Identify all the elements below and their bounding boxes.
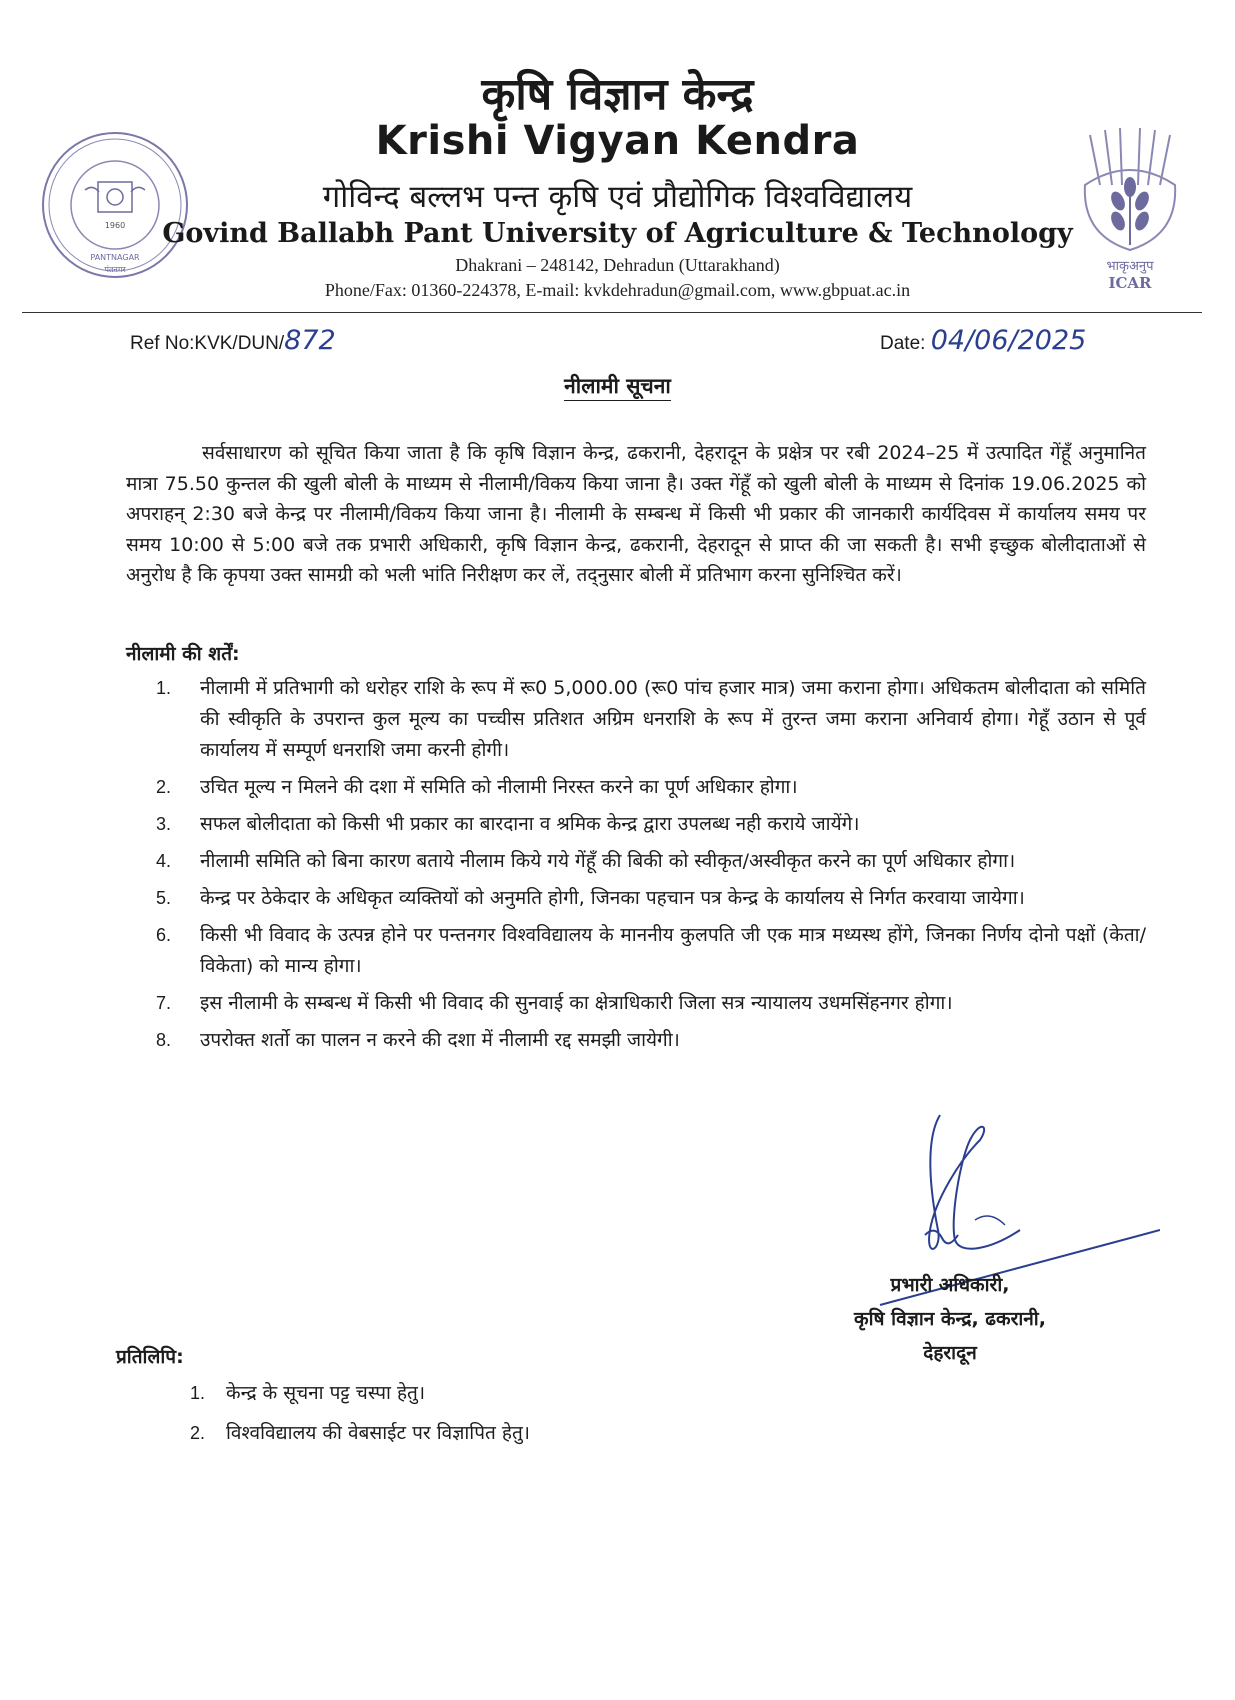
term-number: 4. bbox=[156, 851, 172, 871]
term-item bbox=[150, 809, 1146, 840]
term-item bbox=[150, 1025, 1146, 1056]
header-english-title: Krishi Vigyan Kendra bbox=[375, 118, 860, 164]
svg-text:भाकृअनुप: भाकृअनुप bbox=[1106, 259, 1154, 274]
notice-title-text: नीलामी सूचना bbox=[564, 374, 671, 401]
copy-to-heading: प्रतिलिपि: bbox=[116, 1346, 184, 1368]
reference-value: 872 bbox=[284, 325, 336, 356]
copy-to-text: विश्वविद्यालय की वेबसाईट पर विज्ञापित हेतु। bbox=[226, 1422, 531, 1444]
term-item bbox=[150, 673, 1146, 766]
header-hindi-title: कृषि विज्ञान केन्द्र bbox=[481, 69, 754, 120]
term-text: उचित मूल्य न मिलने की दशा में समिति को नीलामी निरस्त करने का पूर्ण अधिकार होगा। bbox=[200, 776, 798, 798]
term-number: 2. bbox=[156, 777, 172, 797]
notice-title bbox=[0, 372, 1235, 400]
signatory-title: प्रभारी अधिकारी, bbox=[890, 1274, 1010, 1296]
copy-to-item bbox=[190, 1416, 530, 1450]
date-label: Date: bbox=[880, 333, 931, 354]
copy-to-number: 1. bbox=[190, 1383, 206, 1403]
term-text: केन्द्र पर ठेकेदार के अधिकृत व्यक्तियों को अनुमति होगी, जिनका पहचान पत्र केन्द्र के कार्यालय से निर्गत करवाया जायेगा। bbox=[200, 887, 1025, 909]
copy-to-number: 2. bbox=[190, 1423, 206, 1443]
term-number: 3. bbox=[156, 814, 172, 834]
svg-text:PANTNAGAR: PANTNAGAR bbox=[90, 253, 140, 262]
header-english-university: Govind Ballabh Pant University of Agriculture & Technology bbox=[162, 218, 1073, 249]
svg-text:पंतनगर: पंतनगर bbox=[104, 265, 126, 274]
term-text: किसी भी विवाद के उत्पन्न होने पर पन्तनगर विश्वविद्यालय के माननीय कुलपति जी एक मात्र मध्यस्थ होंगे, जिनका निर्णय दोनो पक्षों (केता/विकेता) को मान्य होगा। bbox=[200, 924, 1146, 977]
terms-list bbox=[150, 673, 1146, 1062]
terms-heading: नीलामी की शर्तें: bbox=[126, 643, 240, 665]
copy-to-item bbox=[190, 1376, 530, 1410]
header-divider bbox=[22, 312, 1202, 313]
reference-number bbox=[130, 325, 336, 356]
notice-date bbox=[880, 325, 1086, 356]
term-text: इस नीलामी के सम्बन्ध में किसी भी विवाद की सुनवाई का क्षेत्राधिकारी जिला सत्र न्यायालय उधमसिंहनगर होगा। bbox=[200, 992, 953, 1014]
term-item bbox=[150, 988, 1146, 1019]
term-item bbox=[150, 883, 1146, 914]
signatory-office: कृषि विज्ञान केन्द्र, ढकरानी, bbox=[854, 1308, 1046, 1330]
header-address: Dhakrani – 248142, Dehradun (Uttarakhand) bbox=[455, 255, 780, 275]
header-contact: Phone/Fax: 01360-224378, E-mail: kvkdehradun@gmail.com, www.gbpuat.ac.in bbox=[324, 280, 911, 300]
notice-body: सर्वसाधारण को सूचित किया जाता है कि कृषि विज्ञान केन्द्र, ढकरानी, देहरादून के प्रक्षेत्र पर रबी 2024–25 में उत्पादित गेंहूँ अनुमानित मात्रा 75.50 कुन्तल की खुली बोली के माध्यम से नीलामी/विकय किया जाना है। उक्त गेंहूँ को खुली बोली के माध्यम से दिनांक 19.06.2025 को अपराहन् 2:30 बजे केन्द्र पर नीलामी/विकय किया जाना है। नीलामी के सम्बन्ध में किसी भी प्रकार की जानकारी कार्यदिवस में कार्यालय समय पर समय 10:00 से 5:00 बजे तक प्रभारी अधिकारी, कृषि विज्ञान केन्द्र, ढकरानी, देहरादून से प्राप्त की जा सकती है। सभी इच्छुक बोलीदाताओं से अनुरोध है कि कृपया उक्त सामग्री को भली भांति निरीक्षण कर लें, तद्नुसार बोली में प्रतिभाग करना सुनिश्चित करें। bbox=[126, 442, 1146, 586]
term-text: नीलामी समिति को बिना कारण बताये नीलाम किये गये गेंहूँ की बिकी को स्वीकृत/अस्वीकृत करने का पूर्ण अधिकार होगा। bbox=[200, 850, 1016, 872]
date-value: 04/06/2025 bbox=[930, 325, 1087, 356]
term-number: 7. bbox=[156, 993, 172, 1013]
copy-to-text: केन्द्र के सूचना पट्ट चस्पा हेतु। bbox=[226, 1382, 426, 1404]
term-text: नीलामी में प्रतिभागी को धरोहर राशि के रूप में रू0 5,000.00 (रू0 पांच हजार मात्र) जमा कराना होगा। अधिकतम बोलीदाता को समिति की स्वीकृति के उपरान्त कुल मूल्य का पच्चीस प्रतिशत अग्रिम धनराशि के रूप में तुरन्त जमा कराना अनिवार्य होगा। गेहूँ उठान से पूर्व कार्यालय में सम्पूर्ण धनराशि जमा करनी होगी। bbox=[200, 677, 1146, 761]
svg-text:ICAR: ICAR bbox=[1108, 274, 1152, 292]
term-number: 6. bbox=[156, 925, 172, 945]
term-item bbox=[150, 846, 1146, 877]
term-text: उपरोक्त शर्तो का पालन न करने की दशा में नीलामी रद्द समझी जायेगी। bbox=[200, 1029, 680, 1051]
signatory-block bbox=[800, 1268, 1100, 1370]
reference-label: Ref No:KVK/DUN/ bbox=[130, 333, 285, 354]
term-text: सफल बोलीदाता को किसी भी प्रकार का बारदाना व श्रमिक केन्द्र द्वारा उपलब्ध नही कराये जायेंगे। bbox=[200, 813, 860, 835]
term-item bbox=[150, 772, 1146, 803]
term-item bbox=[150, 920, 1146, 982]
header-hindi-university: गोविन्द बल्लभ पन्त कृषि एवं प्रौद्योगिक विश्वविद्यालय bbox=[322, 179, 913, 215]
svg-text:1960: 1960 bbox=[104, 221, 126, 230]
signatory-location: देहरादून bbox=[923, 1342, 977, 1364]
copy-to-list bbox=[190, 1376, 530, 1456]
term-number: 8. bbox=[156, 1030, 172, 1050]
term-number: 5. bbox=[156, 888, 172, 908]
term-number: 1. bbox=[156, 678, 172, 698]
